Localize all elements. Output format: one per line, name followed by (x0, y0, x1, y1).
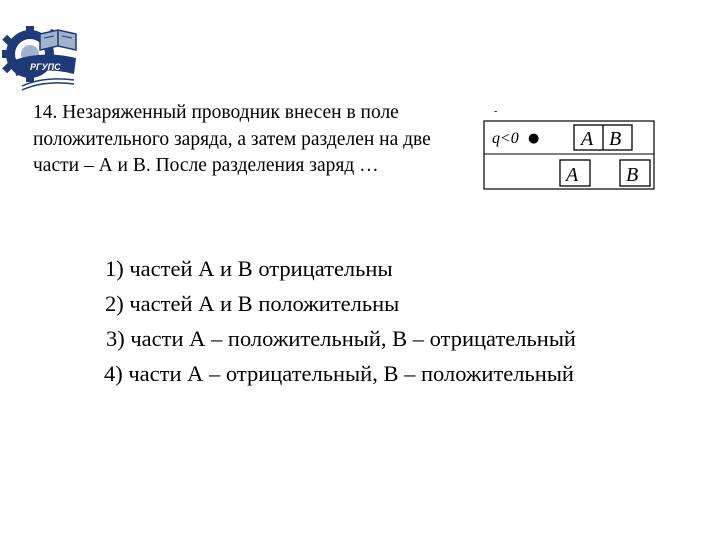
logo-text: РГУПС (30, 62, 61, 72)
charge-dot: ● (528, 131, 540, 146)
answer-option-1[interactable]: 1) частей А и В отрицательны (105, 256, 393, 281)
figure-dash: - (494, 108, 498, 117)
university-logo (0, 20, 84, 92)
answer-list (100, 251, 576, 391)
top-label-a: A (581, 128, 594, 150)
top-label-b: B (609, 128, 622, 150)
bottom-label-b: B (626, 164, 639, 186)
answer-option-4[interactable]: 4) части А – отрицательный, В – положительный (104, 361, 574, 386)
conductor-figure (478, 108, 660, 194)
charge-label: q<0 (492, 130, 519, 147)
logo-banner (14, 54, 76, 76)
question-body: Незаряженный проводник внесен в поле положительного заряда, а затем разделен на две части – А и В. После разделения заряд … (33, 102, 431, 176)
bottom-label-a: A (566, 164, 579, 186)
question-number: 14. (33, 102, 58, 123)
question-text (33, 100, 453, 180)
answer-option-2[interactable]: 2) частей А и В положительны (105, 291, 400, 316)
book-icon (40, 30, 76, 50)
answer-option-3[interactable]: 3) части А – положительный, В – отрицательный (106, 326, 576, 351)
